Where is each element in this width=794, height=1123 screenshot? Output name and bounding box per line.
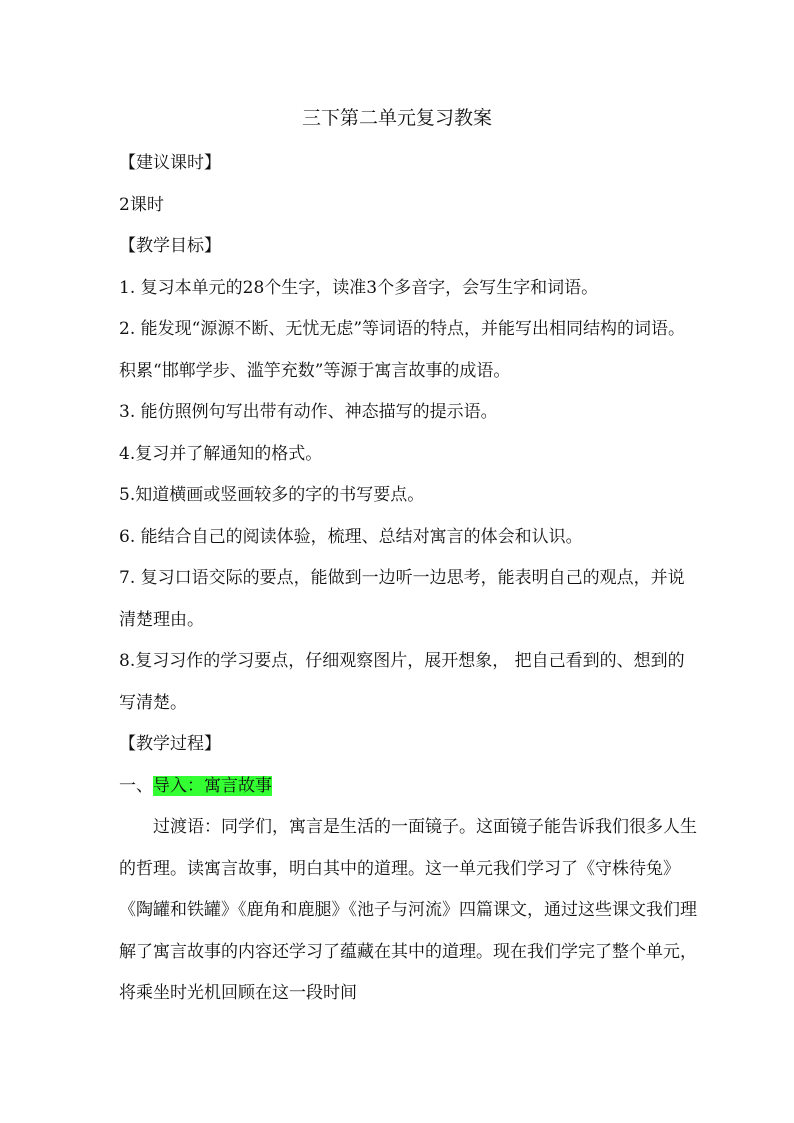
section-heading-process: 【教学过程】 (119, 734, 221, 754)
part-one-prefix: 一、 (119, 775, 153, 796)
goal-item: 3. 能仿照例句写出带有动作、神态描写的提示语。 (119, 402, 498, 422)
goal-item: 7. 复习口语交际的要点，能做到一边听一边思考，能表明自己的观点，并说清楚理由。 (119, 568, 685, 630)
document-title: 三下第二单元复习教案 (301, 107, 492, 129)
transition-paragraph: 过渡语：同学们，寓言是生活的一面镜子。这面镜子能告诉我们很多人生的哲理。读寓言故事，明白其中的道理。这一单元我们学习了《守株待兔》《陶罐和铁罐》《鹿角和鹿腿》《池子与河流》四篇课文，通过这些课文我们理解了寓言故事的内容还学习了蕴藏在其中的道理。现在我们学完了整个单元，将乘坐时光机回顾在这一段时间 (119, 817, 697, 1003)
part-one-title-highlight: 导入：寓言故事 (153, 775, 272, 796)
goal-item: 4.复习并了解通知的格式。 (119, 443, 323, 464)
section-heading-goals: 【教学目标】 (119, 236, 221, 256)
section-heading-suggested-hours: 【建议课时】 (119, 153, 221, 173)
goal-item: 2. 能发现“源源不断、无忧无虑”等词语的特点，并能写出相同结构的词语。积累“邯郸学步、滥竽充数”等源于寓言故事的成语。 (119, 319, 686, 381)
part-one-heading (119, 766, 699, 808)
goal-item: 1. 复习本单元的28个生字，读准3个多音字，会写生字和词语。 (119, 277, 599, 298)
hours-value: 2课时 (119, 194, 164, 215)
goal-item: 6. 能结合自己的阅读体验，梳理、总结对寓言的体会和认识。 (119, 526, 583, 547)
goal-item: 8.复习习作的学习要点，仔细观察图片，展开想象， 把自己看到的、想到的写清楚。 (119, 651, 685, 713)
goal-item: 5.知道横画或竖画较多的字的书写要点。 (119, 485, 425, 505)
document-body (119, 143, 699, 1015)
